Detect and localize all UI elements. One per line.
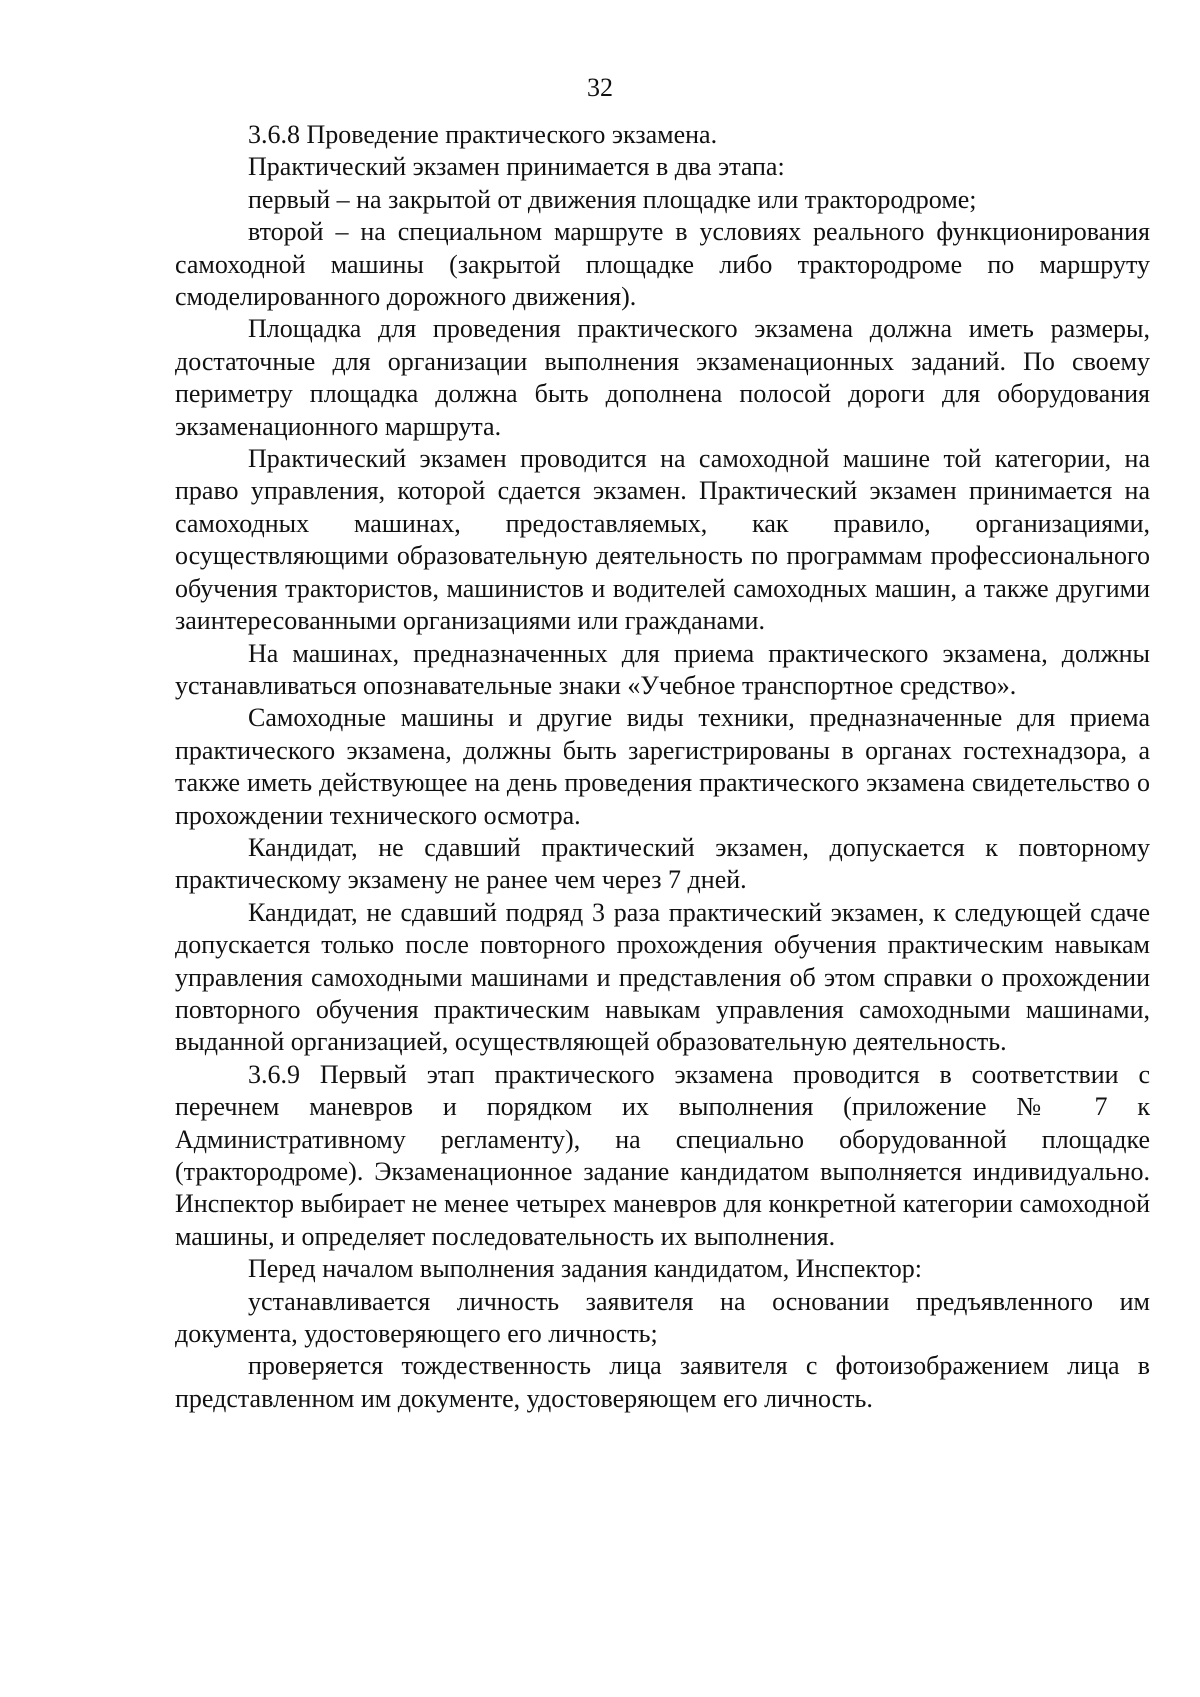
paragraph-3-6-9-first-stage: 3.6.9 Первый этап практического экзамена проводится в соответствии с перечнем маневров и порядком их выполнения (приложение № 7 к Административному регламенту), на специально оборудованной площадке (трактородроме). Экзаменационное задание кандидатом выполняется индивидуально. Инспектор выбирает не менее четырех маневров для конкретной категории самоходной машины, и определяет последовательность их выполнения.: [175, 1059, 1150, 1251]
paragraph-before-task: Перед началом выполнения задания кандидатом, Инспектор:: [248, 1254, 922, 1284]
paragraph-two-stages: Практический экзамен принимается в два этапа:: [248, 152, 785, 182]
paragraph-exam-area: Площадка для проведения практического экзамена должна иметь размеры, достаточные для организации выполнения экзаменационных заданий. По своему периметру площадка должна быть дополнена полосой дороги для оборудования экзаменационного маршрута.: [175, 314, 1150, 441]
paragraph-first-stage: первый – на закрытой от движения площадке или трактородроме;: [248, 184, 977, 214]
paragraph-vehicle-registration: Самоходные машины и другие виды техники, предназначенные для приема практического экзамена, должны быть зарегистрированы в органах гостехнадзора, а также иметь действующее на день проведения практического экзамена свидетельство о прохождении технического осмотра.: [175, 703, 1150, 830]
paragraph-identification-signs: На машинах, предназначенных для приема практического экзамена, должны устанавливаться опознавательные знаки «Учебное транспортное средство».: [175, 638, 1150, 700]
paragraph-retake-7-days: Кандидат, не сдавший практический экзамен, допускается к повторному практическому экзамену не ранее чем через 7 дней.: [175, 832, 1150, 895]
paragraph-3-6-8-heading: 3.6.8 Проведение практического экзамена.: [248, 120, 718, 149]
page-number: 32: [587, 73, 613, 102]
paragraph-retake-after-3-fails: Кандидат, не сдавший подряд 3 раза практический экзамен, к следующей сдаче допускается только после повторного прохождения обучения практическим навыкам управления самоходными машинами и представления об этом справки о прохождении повторного обучения практическим навыкам управления самоходными машинами, выданной организацией, осуществляющей образовательную деятельность.: [175, 897, 1150, 1057]
paragraph-second-stage: второй – на специальном маршруте в условиях реального функционирования самоходной машины (закрытой площадке либо трактородроме по маршруту смоделированного дорожного движения).: [175, 217, 1150, 312]
paragraph-identity-check: устанавливается личность заявителя на основании предъявленного им документа, удостоверяющего его личность;: [175, 1286, 1150, 1349]
paragraph-photo-check: проверяется тождественность лица заявителя с фотоизображением лица в представленном им документе, удостоверяющем его личность.: [175, 1351, 1150, 1413]
paragraph-exam-vehicle: Практический экзамен проводится на самоходной машине той категории, на право управления, которой сдается экзамен. Практический экзамен принимается на самоходных машинах, предоставляемых, как правило, организациями, осуществляющими образовательную деятельность по программам профессионального обучения трактористов, машинистов и водителей самоходных машин, а также другими заинтересованными организациями или гражданами.: [175, 444, 1150, 636]
document-body: [175, 119, 1150, 1415]
